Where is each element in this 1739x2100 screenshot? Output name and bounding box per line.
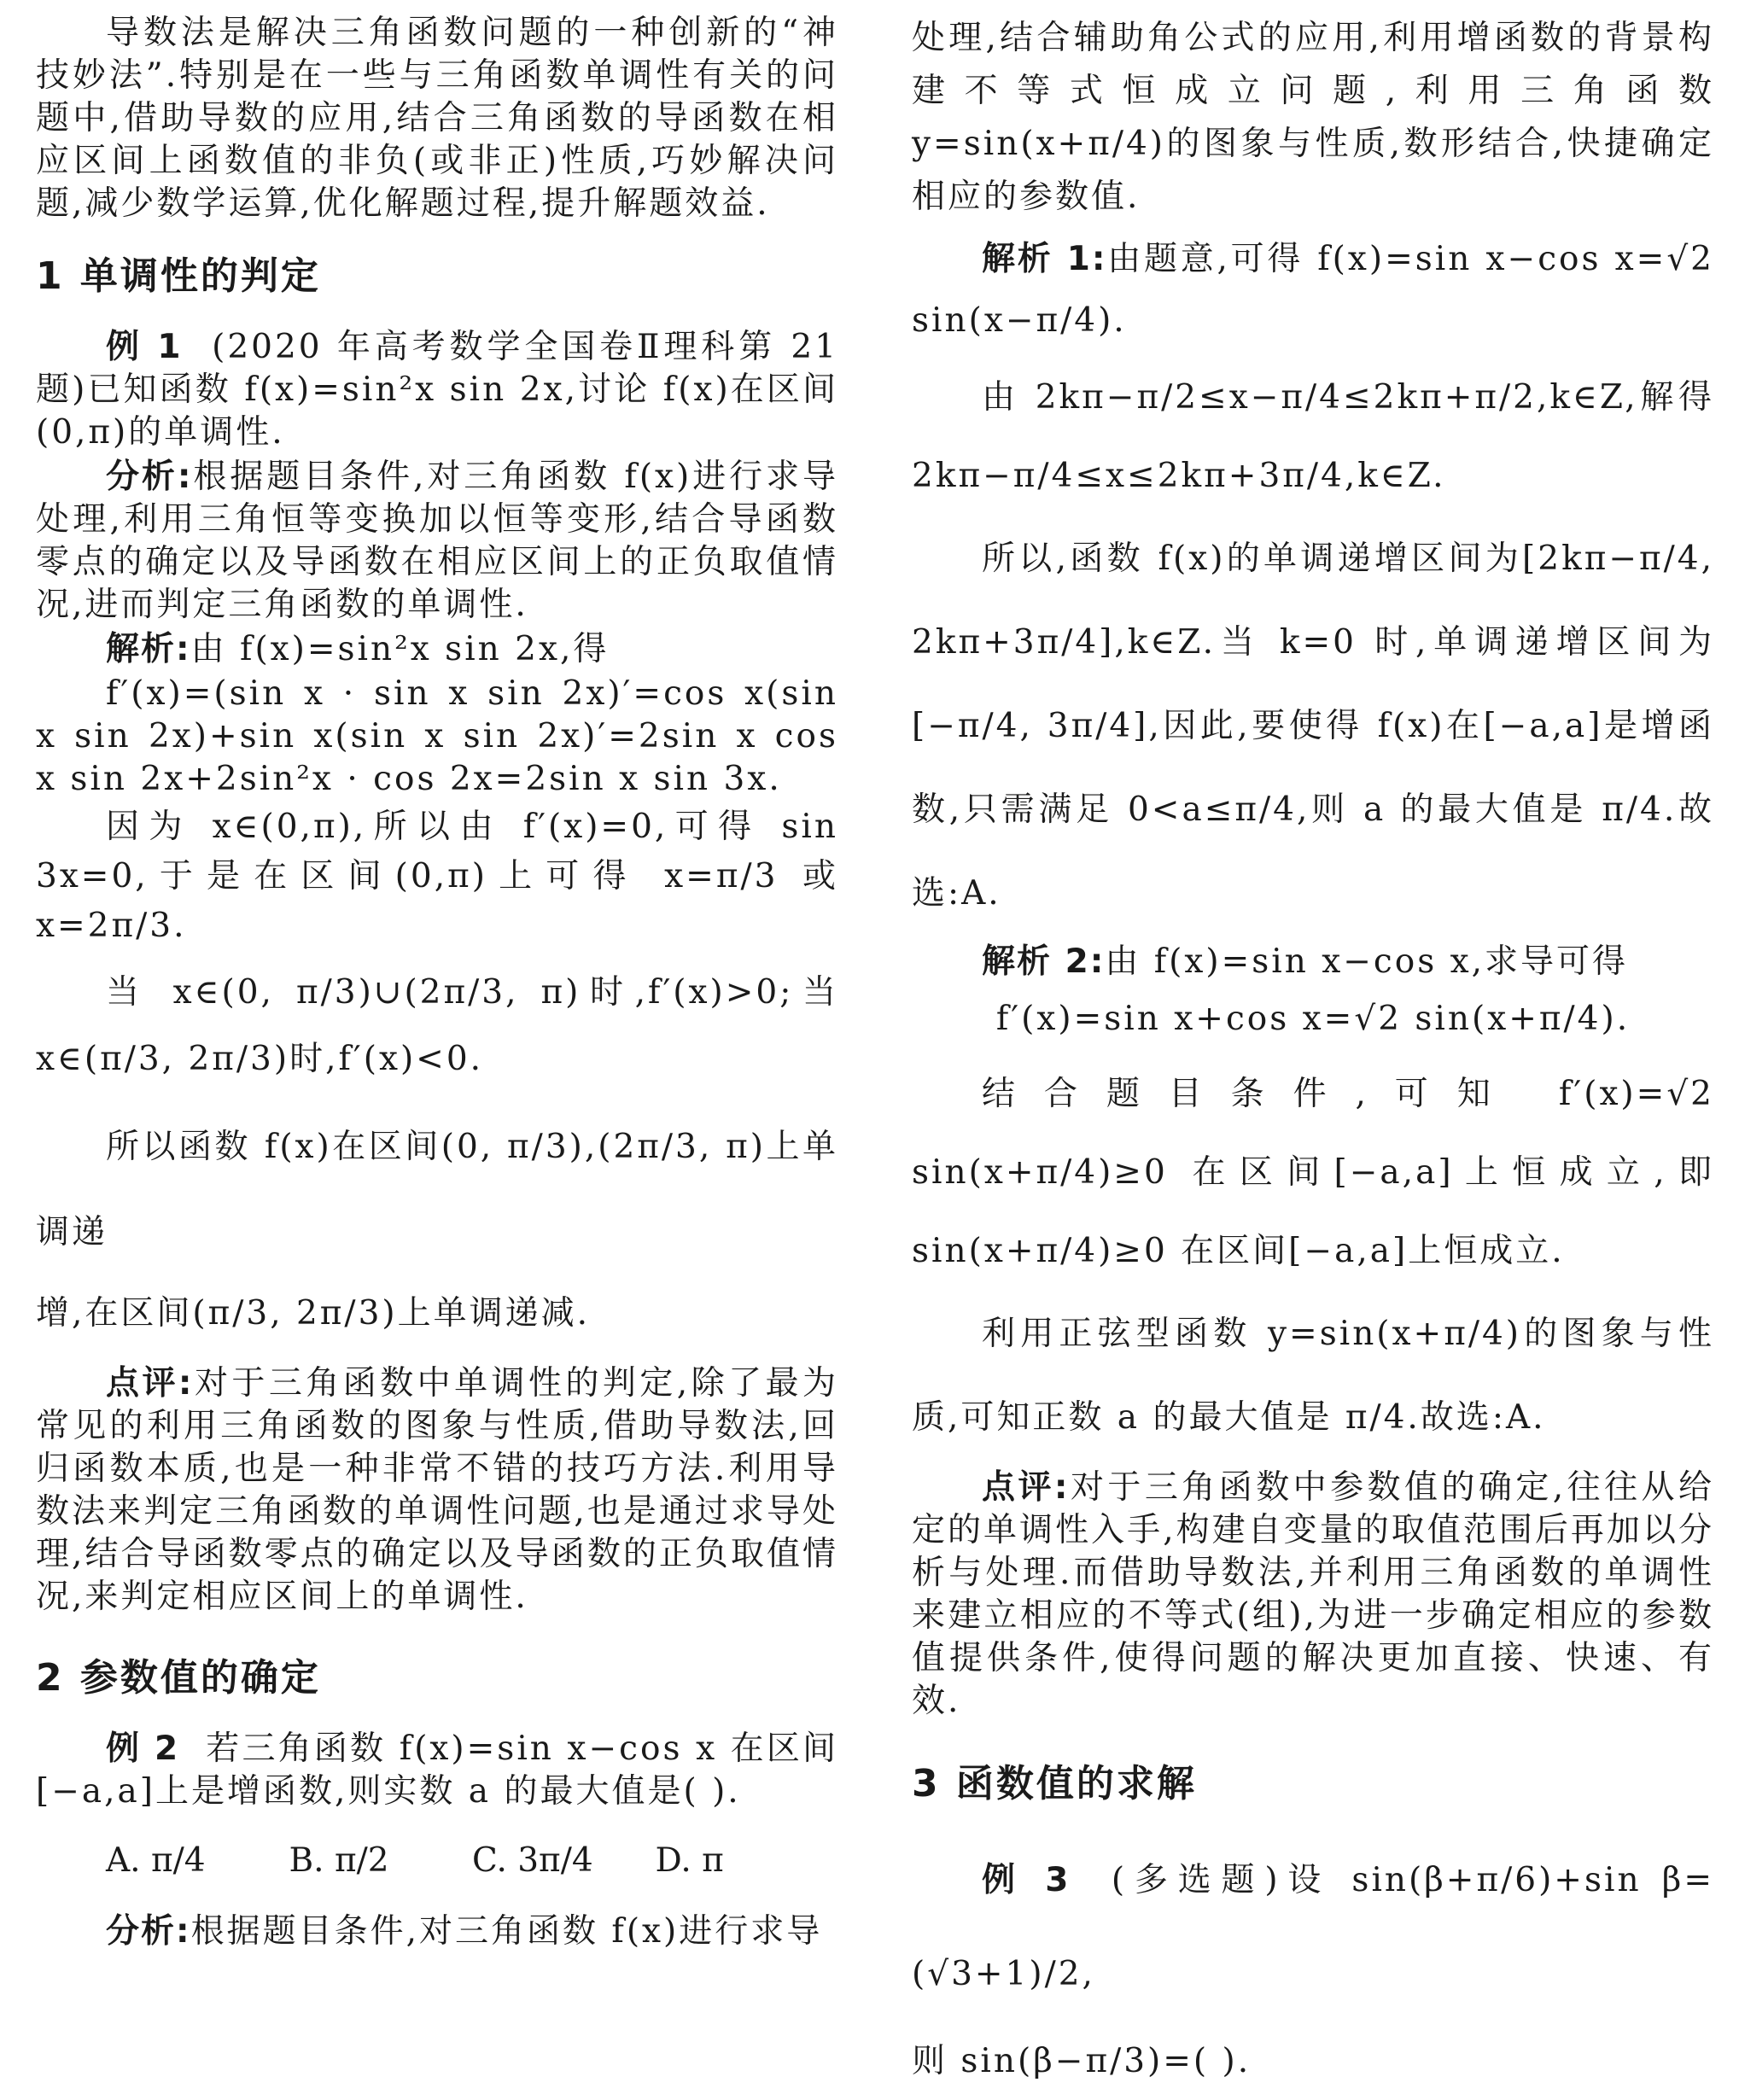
solution-2-1-interval: 所以,函数 f(x)的单调递增区间为[2kπ−π/4, 2kπ+3π/4],k∈Z.当 k=0 时,单调递增区间为[−π/4, 3π/4],因此,要使得 f(x)在[−a,a]是增函数,只需满足 0<a≤π/4,则 a 的最大值是 π/4.故选:A. bbox=[912, 540, 1714, 913]
solution-1-sign: 当 x∈(0, π/3)∪(2π/3, π)时,f′(x)>0;当 x∈(π/3, 2π/3)时,f′(x)<0. bbox=[36, 973, 838, 1078]
example-2-label: 例 2 bbox=[106, 1730, 180, 1768]
choice-b: B. π/2 bbox=[289, 1841, 389, 1880]
solution-1 bbox=[36, 628, 838, 671]
analysis-1 bbox=[36, 456, 838, 627]
solution-2-2-derivative: f′(x)=sin x+cos x=√2 sin(x+π/4). bbox=[995, 1000, 1631, 1038]
example-3-text: (多选题)设 sin(β+π/6)+sin β=(√3+1)/2, bbox=[912, 1861, 1715, 1993]
review-2-label: 点评: bbox=[982, 1468, 1070, 1507]
solution-2-1-inequality: 由 2kπ−π/2≤x−π/4≤2kπ+π/2,k∈Z,解得 2kπ−π/4≤x≤2kπ+3π/4,k∈Z. bbox=[912, 378, 1714, 495]
analysis-1-label: 分析: bbox=[106, 458, 193, 496]
section-2-title: 2 参数值的确定 bbox=[36, 1656, 321, 1700]
solution-1-label: 解析: bbox=[106, 630, 191, 668]
example-1 bbox=[36, 326, 838, 454]
analysis-2-label: 分析: bbox=[106, 1912, 191, 1951]
example-3-label: 例 3 bbox=[982, 1861, 1071, 1899]
left-column bbox=[36, 12, 839, 1951]
right-column bbox=[912, 12, 1715, 2080]
solution-1-conclusion-b: 增,在区间(π/3, 2π/3)上单调递减. bbox=[36, 1294, 591, 1333]
example-3-question: 则 sin(β−π/3)=( ). bbox=[912, 2042, 1252, 2080]
choice-c: C. 3π/4 bbox=[472, 1841, 593, 1880]
solution-2-1 bbox=[912, 229, 1714, 352]
choices bbox=[106, 1818, 838, 1904]
solution-2-1-text: 由题意,可得 f(x)=sin x−cos x=√2 sin(x−π/4). bbox=[912, 240, 1714, 340]
example-3 bbox=[912, 1834, 1714, 2021]
review-1 bbox=[36, 1362, 838, 1619]
example-1-text: (2020 年高考数学全国卷Ⅱ理科第 21 题)已知函数 f(x)=sin²x sin 2x,讨论 f(x)在区间(0,π)的单调性. bbox=[36, 328, 839, 452]
example-2-text: 若三角函数 f(x)=sin x−cos x 在区间[−a,a]上是增函数,则实数 a 的最大值是( ). bbox=[36, 1730, 839, 1811]
solution-1-conclusion-a: 所以函数 f(x)在区间(0, π/3),(2π/3, π)上单调递 bbox=[36, 1128, 838, 1251]
review-2-text: 对于三角函数中参数值的确定,往往从给定的单调性入手,构建自变量的取值范围后再加以分析与处理.而借助导数法,并利用三角函数的单调性来建立相应的不等式(组),为进一步确定相应的参数值提供条件,使得问题的解决更加直接、快速、有效. bbox=[912, 1468, 1714, 1720]
analysis-2 bbox=[36, 1910, 838, 1953]
solution-2-2-conclusion: 利用正弦型函数 y=sin(x+π/4)的图象与性质,可知正数 a 的最大值是 π/4.故选:A. bbox=[912, 1315, 1714, 1437]
analysis-2-text: 根据题目条件,对三角函数 f(x)进行求导 bbox=[190, 1912, 823, 1951]
section-3-title: 3 函数值的求解 bbox=[912, 1762, 1197, 1805]
example-2 bbox=[36, 1728, 838, 1813]
choice-d: D. π bbox=[655, 1841, 724, 1880]
solution-1-derivative: f′(x)=(sin x · sin x sin 2x)′=cos x(sin x sin 2x)+sin x(sin x sin 2x)′=2sin x cos x sin 2x+2sin²x · cos 2x=2sin x sin 3x. bbox=[36, 674, 838, 798]
review-1-label: 点评: bbox=[106, 1364, 194, 1403]
solution-1-zeros: 因为 x∈(0,π),所以由 f′(x)=0,可得 sin 3x=0,于是在区间(0,π)上可得 x=π/3 或 x=2π/3. bbox=[36, 808, 838, 945]
solution-2-2-label: 解析 2: bbox=[982, 942, 1106, 981]
analysis-1-text: 根据题目条件,对三角函数 f(x)进行求导处理,利用三角恒等变换加以恒等变形,结合导函数零点的确定以及导函数在相应区间上的正负取值情况,进而判定三角函数的单调性. bbox=[36, 458, 838, 624]
solution-2-2-condition: 结合题目条件,可知 f′(x)=√2 sin(x+π/4)≥0 在区间[−a,a]上恒成立,即 sin(x+π/4)≥0 在区间[−a,a]上恒成立. bbox=[912, 1075, 1714, 1270]
example-1-label: 例 1 bbox=[106, 328, 183, 366]
review-2 bbox=[912, 1467, 1714, 1723]
choice-a: A. π/4 bbox=[106, 1841, 206, 1880]
analysis-2-continued: 处理,结合辅助角公式的应用,利用增函数的背景构建不等式恒成立问题,利用三角函数 y=sin(x+π/4)的图象与性质,数形结合,快捷确定相应的参数值. bbox=[912, 19, 1714, 216]
solution-1-text: 由 f(x)=sin²x sin 2x,得 bbox=[190, 630, 610, 668]
review-1-text: 对于三角函数中单调性的判定,除了最为常见的利用三角函数的图象与性质,借助导数法,回归函数本质,也是一种非常不错的技巧方法.利用导数法来判定三角函数的单调性问题,也是通过求导处理,结合导函数零点的确定以及导函数的正负取值情况,来判定相应区间上的单调性. bbox=[36, 1364, 838, 1616]
solution-2-2-text: 由 f(x)=sin x−cos x,求导可得 bbox=[1105, 942, 1629, 981]
solution-2-1-label: 解析 1: bbox=[982, 240, 1107, 278]
section-1-title: 1 单调性的判定 bbox=[36, 254, 321, 298]
intro-paragraph: 导数法是解决三角函数问题的一种创新的“神技妙法”.特别是在一些与三角函数单调性有关的问题中,借助导数的应用,结合三角函数的导函数在相应区间上函数值的非负(或非正)性质,巧妙解决问题,减少数学运算,优化解题过程,提升解题效益. bbox=[36, 14, 838, 223]
solution-2-2 bbox=[912, 941, 1714, 983]
